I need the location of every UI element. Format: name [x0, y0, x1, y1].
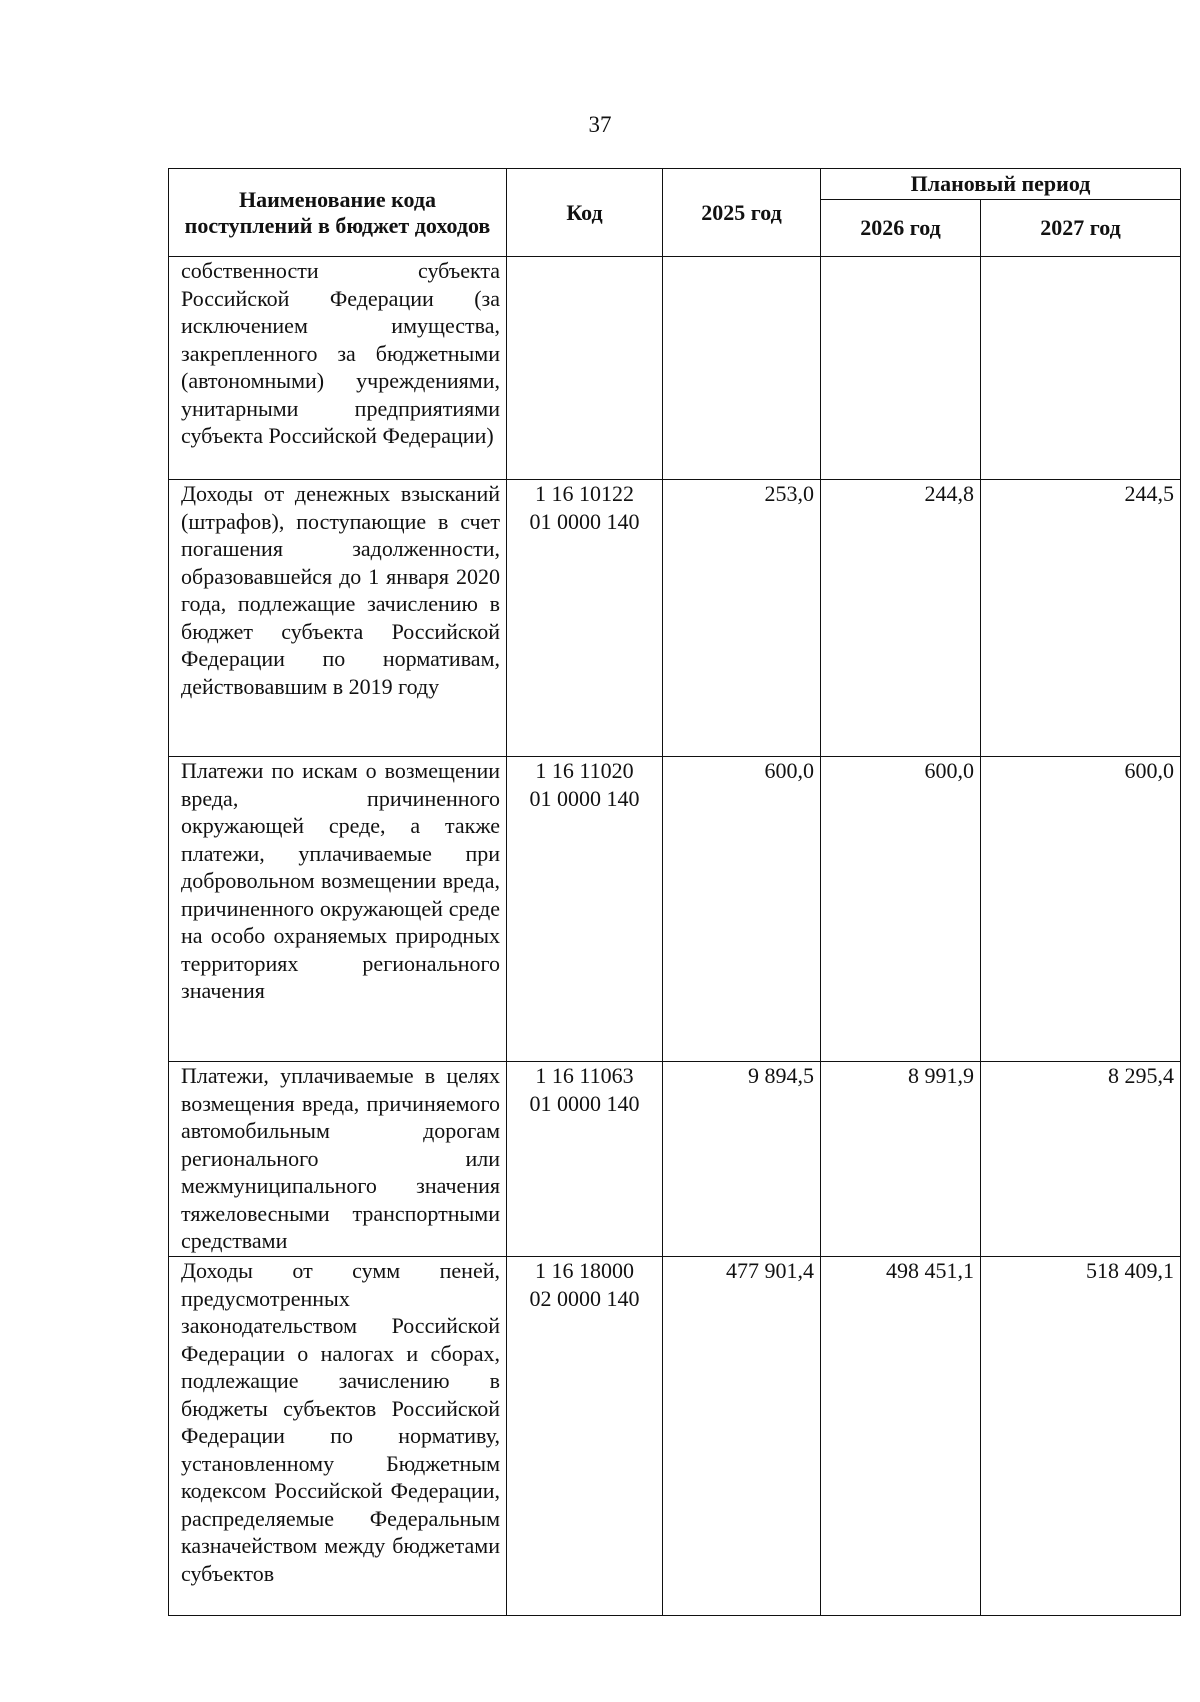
row-value-2026: 498 451,1: [821, 1257, 981, 1616]
row-name: Платежи, уплачиваемые в целях возмещения вреда, причиняемого автомобильным дорогам регионального или межмуниципального значения тяжеловесными транспортными средствами: [169, 1062, 507, 1257]
table-row: [169, 480, 1181, 757]
row-value-2027: 8 295,4: [981, 1062, 1181, 1257]
row-value-2025: 477 901,4: [663, 1257, 821, 1616]
row-code-line-2: 02 0000 140: [529, 1285, 640, 1311]
row-value-2025: 600,0: [663, 757, 821, 1062]
row-value-2026: 8 991,9: [821, 1062, 981, 1257]
header-2025: 2025 год: [663, 169, 821, 257]
row-value-2027: 518 409,1: [981, 1257, 1181, 1616]
row-name: Доходы от денежных взысканий (штрафов), поступающие в счет погашения задолженности, образовавшейся до 1 января 2020 года, подлежащие зачислению в бюджет субъекта Российской Федерации по нормативам, действовавшим в 2019 году: [169, 480, 507, 757]
row-code-line-1: 1 16 11063: [535, 1063, 634, 1088]
row-value-2027: [981, 257, 1181, 480]
row-code: [507, 257, 663, 480]
row-code-line-1: 1 16 18000: [535, 1258, 634, 1283]
row-name: Платежи по искам о возмещении вреда, причиненного окружающей среде, а также платежи, уплачиваемые при добровольном возмещении вреда, причиненного окружающей среде на особо охраняемых природных территориях регионального значения: [169, 757, 507, 1062]
page-number: 37: [588, 112, 612, 137]
table-row: [169, 1062, 1181, 1257]
revenue-table: [168, 168, 1181, 1616]
row-value-2025: 253,0: [663, 480, 821, 757]
header-2027: 2027 год: [981, 200, 1181, 257]
row-code-line-2: 01 0000 140: [529, 1090, 640, 1116]
row-value-2026: 600,0: [821, 757, 981, 1062]
table-row: [169, 1257, 1181, 1616]
row-value-2025: [663, 257, 821, 480]
header-name: Наименование кода поступлений в бюджет доходов: [169, 169, 507, 257]
table-row: [169, 257, 1181, 480]
row-value-2026: 244,8: [821, 480, 981, 757]
row-name: Доходы от сумм пеней, предусмотренных законодательством Российской Федерации о налогах и сборах, подлежащие зачислению в бюджеты субъектов Российской Федерации по нормативу, установленному Бюджетным кодексом Российской Федерации, распределяемые Федеральным казначейством между бюджетами субъектов: [169, 1257, 507, 1616]
row-code: [507, 480, 663, 757]
row-code-line-1: 1 16 11020: [535, 758, 634, 783]
header-planned-period: Плановый период: [821, 169, 1181, 200]
row-code: [507, 1062, 663, 1257]
header-code: Код: [507, 169, 663, 257]
row-code-line-1: 1 16 10122: [535, 481, 634, 506]
row-code-line-2: 01 0000 140: [529, 508, 640, 534]
row-value-2027: 600,0: [981, 757, 1181, 1062]
row-value-2025: 9 894,5: [663, 1062, 821, 1257]
row-code: [507, 757, 663, 1062]
row-value-2027: 244,5: [981, 480, 1181, 757]
row-code: [507, 1257, 663, 1616]
row-code-line-2: 01 0000 140: [529, 785, 640, 811]
header-2026: 2026 год: [821, 200, 981, 257]
row-name: собственности субъекта Российской Федерации (за исключением имущества, закрепленного за бюджетными (автономными) учреждениями, унитарными предприятиями субъекта Российской Федерации): [169, 257, 507, 480]
table-row: [169, 757, 1181, 1062]
row-value-2026: [821, 257, 981, 480]
